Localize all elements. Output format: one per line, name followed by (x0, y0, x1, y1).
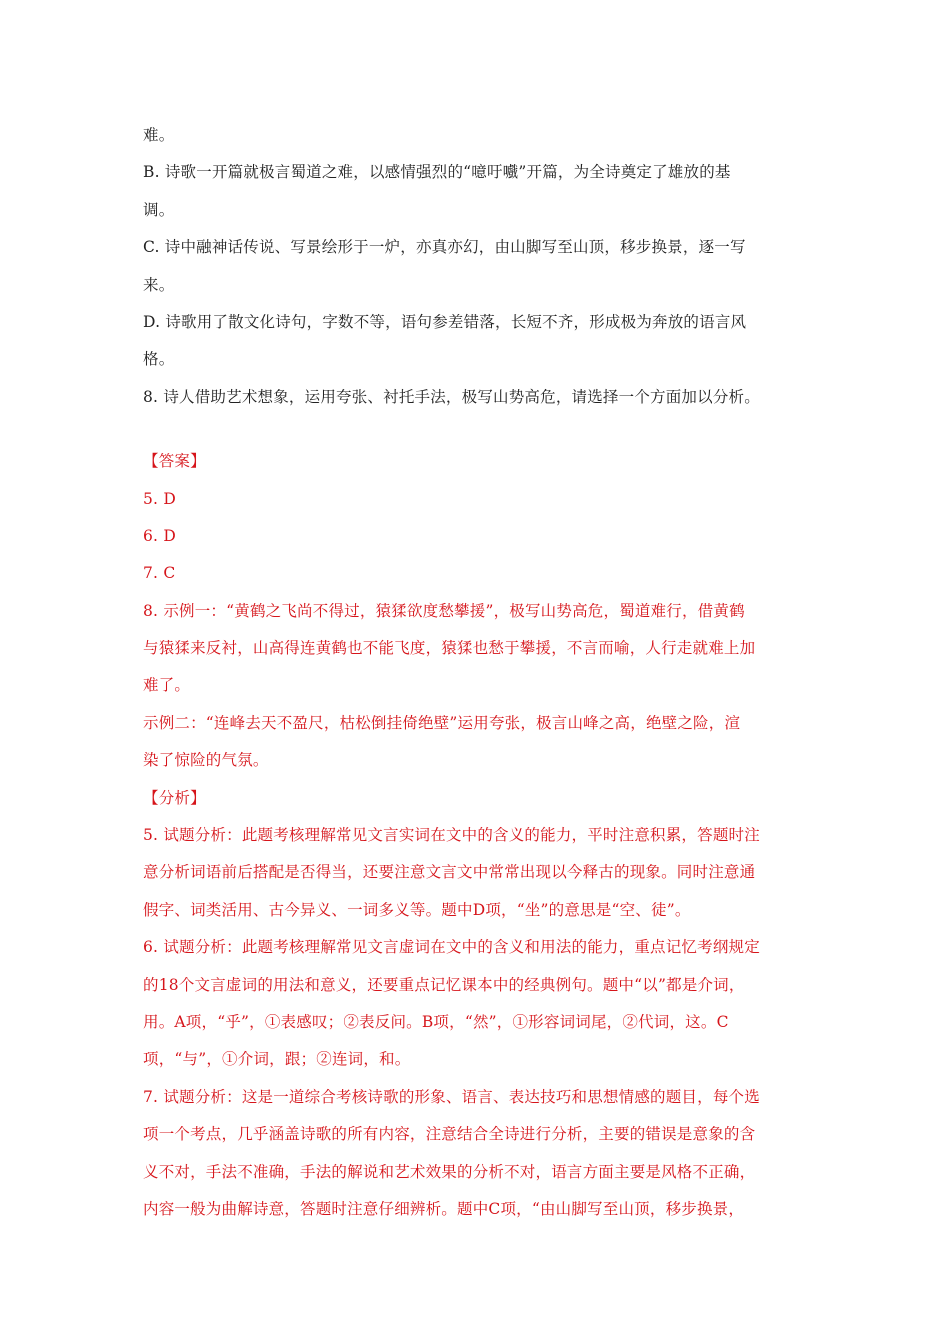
section-gap (143, 416, 808, 443)
question-line: B. 诗歌一开篇就极言蜀道之难，以感情强烈的“噫吁嚱”开篇，为全诗奠定了雄放的基 (143, 163, 731, 182)
answer-line: 6. D (143, 526, 176, 545)
answer-heading: 【答案】 (143, 452, 206, 471)
question-line: 来。 (143, 275, 175, 294)
answer-line: 示例二：“连峰去天不盈尺，枯松倒挂倚绝壁”运用夸张，极言山峰之高，绝壁之险，渲 (143, 713, 741, 732)
question-line: 格。 (143, 350, 175, 369)
analysis-line: 意分析词语前后搭配是否得当，还要注意文言文中常常出现以今释古的现象。同时注意通 (143, 863, 756, 882)
analysis-line: 的18个文言虚词的用法和意义，还要重点记忆课本中的经典例句。题中“以”都是介词， (143, 975, 745, 994)
analysis-line: 6. 试题分析：此题考核理解常见文言虚词在文中的含义和用法的能力，重点记忆考纲规定 (143, 938, 760, 957)
analysis-line: 假字、词类活用、古今异义、一词多义等。题中D项，“坐”的意思是“空、徒”。 (143, 900, 691, 919)
analysis-line: 7. 试题分析：这是一道综合考核诗歌的形象、语言、表达技巧和思想情感的题目，每个选 (143, 1087, 760, 1106)
question-line: C. 诗中融神话传说、写景绘形于一炉，亦真亦幻，由山脚写至山顶，移步换景，逐一写 (143, 238, 746, 257)
answer-section (143, 443, 808, 1228)
analysis-line: 内容一般为曲解诗意，答题时注意仔细辨析。题中C项，“由山脚写至山顶，移步换景， (143, 1199, 745, 1218)
analysis-line: 5. 试题分析：此题考核理解常见文言实词在文中的含义的能力，平时注意积累，答题时注 (143, 826, 760, 845)
question-line: 调。 (143, 200, 175, 219)
question-line: D. 诗歌用了散文化诗句，字数不等，语句参差错落，长短不齐，形成极为奔放的语言风 (143, 312, 747, 331)
question-section (143, 117, 808, 416)
analysis-line: 项一个考点，几乎涵盖诗歌的所有内容，注意结合全诗进行分析，主要的错误是意象的含 (143, 1125, 756, 1144)
analysis-line: 项，“与”，①介词，跟；②连词，和。 (143, 1050, 411, 1069)
answer-line: 7. C (143, 564, 176, 583)
answer-line: 难了。 (143, 676, 191, 695)
question-line: 8. 诗人借助艺术想象，运用夸张、衬托手法，极写山势高危，请选择一个方面加以分析。 (143, 387, 760, 406)
answer-line: 5. D (143, 489, 176, 508)
analysis-line: 义不对，手法不准确，手法的解说和艺术效果的分析不对，语言方面主要是风格不正确， (143, 1162, 756, 1181)
question-line: 难。 (143, 126, 175, 144)
answer-line: 染了惊险的气氛。 (143, 751, 269, 770)
analysis-line: 用。A项，“乎”，①表感叹；②表反问。B项，“然”，①形容词词尾，②代词，这。C (143, 1012, 729, 1031)
answer-line: 与猿猱来反衬，山高得连黄鹤也不能飞度，猿猱也愁于攀援，不言而喻，人行走就难上加 (143, 639, 756, 658)
page-body (143, 117, 808, 1228)
analysis-heading: 【分析】 (143, 788, 206, 807)
answer-line: 8. 示例一：“黄鹤之飞尚不得过，猿猱欲度愁攀援”，极写山势高危，蜀道难行，借黄鹤 (143, 601, 745, 620)
